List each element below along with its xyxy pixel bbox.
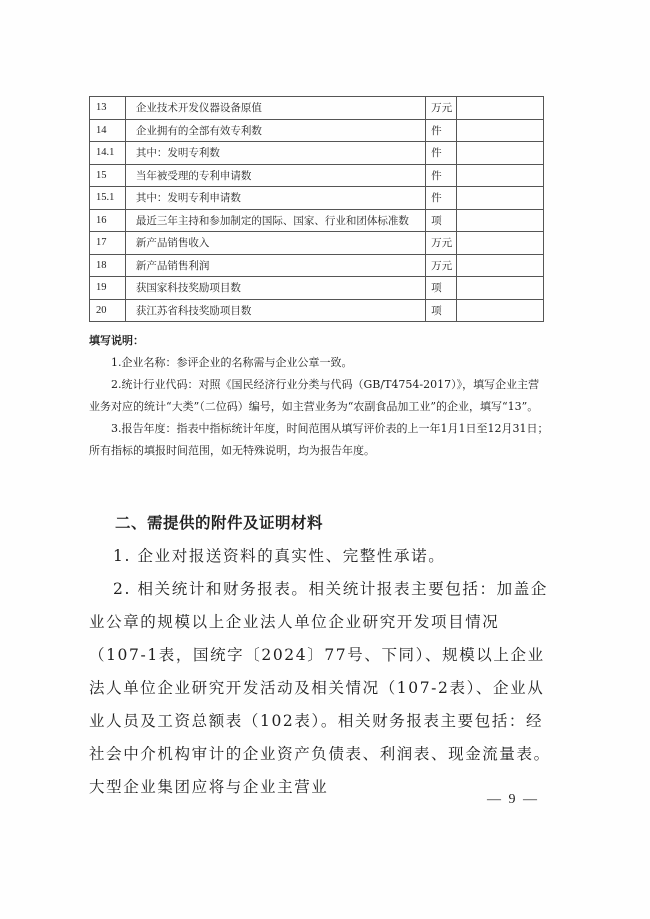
value-cell[interactable] bbox=[456, 254, 543, 277]
table-row bbox=[90, 232, 544, 255]
unit: 项 bbox=[426, 299, 457, 322]
page-number: — 9 — bbox=[487, 792, 539, 807]
table-row bbox=[90, 277, 544, 300]
indicator-name: 新产品销售收入 bbox=[125, 232, 425, 255]
unit: 件 bbox=[426, 119, 457, 142]
unit: 件 bbox=[426, 164, 457, 187]
table-row bbox=[90, 254, 544, 277]
indicator-name: 其中：发明专利数 bbox=[125, 142, 425, 165]
unit: 项 bbox=[426, 209, 457, 232]
table-row bbox=[90, 97, 544, 120]
unit: 万元 bbox=[426, 232, 457, 255]
row-number: 16 bbox=[90, 209, 126, 232]
value-cell[interactable] bbox=[456, 142, 543, 165]
unit: 万元 bbox=[426, 97, 457, 120]
row-number: 13 bbox=[90, 97, 126, 120]
row-number: 19 bbox=[90, 277, 126, 300]
value-cell[interactable] bbox=[456, 97, 543, 120]
paragraph-commitment: 1. 企业对报送资料的真实性、完整性承诺。 bbox=[113, 547, 446, 565]
unit: 件 bbox=[426, 187, 457, 210]
unit: 项 bbox=[426, 277, 457, 300]
note-item-company-name: 1.企业名称：参评企业的名称需与企业公章一致。 bbox=[111, 356, 353, 369]
row-number: 18 bbox=[90, 254, 126, 277]
indicator-name: 当年被受理的专利申请数 bbox=[125, 164, 425, 187]
note-item-industry-code: 2.统计行业代码：对照《国民经济行业分类与代码（GB/T4754-2017）》，填写企业主营业务对应的统计“大类”（二位码）编号，如主营业务为“农副食品加工业”的企业，填写“13”。 bbox=[89, 378, 540, 413]
value-cell[interactable] bbox=[456, 299, 543, 322]
attachments-section bbox=[89, 507, 554, 804]
indicator-name: 获国家科技奖励项目数 bbox=[125, 277, 425, 300]
row-number: 15 bbox=[90, 164, 126, 187]
value-cell[interactable] bbox=[456, 187, 543, 210]
row-number: 20 bbox=[90, 299, 126, 322]
paragraph-statistical-reports: 2. 相关统计和财务报表。相关统计报表主要包括：加盖企业公章的规模以上企业法人单位企业研究开发项目情况（107-1表，国统字〔2024〕77号、下同）、规模以上企业法人单位企业研究开发活动及相关情况（107-2表）、企业从业人员及工资总额表（102表）。相关财务报表主要包括：经社会中介机构审计的企业资产负债表、利润表、现金流量表。大型企业集团应将与企业主营业 bbox=[89, 580, 551, 796]
row-number: 17 bbox=[90, 232, 126, 255]
indicator-name: 最近三年主持和参加制定的国际、国家、行业和团体标准数 bbox=[125, 209, 425, 232]
indicator-name: 企业拥有的全部有效专利数 bbox=[125, 119, 425, 142]
section-heading: 二、需提供的附件及证明材料 bbox=[115, 514, 324, 532]
unit: 件 bbox=[426, 142, 457, 165]
table-row bbox=[90, 119, 544, 142]
indicator-name: 企业技术开发仪器设备原值 bbox=[125, 97, 425, 120]
row-number: 15.1 bbox=[90, 187, 126, 210]
row-number: 14 bbox=[90, 119, 126, 142]
indicator-name: 其中：发明专利申请数 bbox=[125, 187, 425, 210]
notes-title: 填写说明： bbox=[89, 334, 144, 347]
value-cell[interactable] bbox=[456, 119, 543, 142]
note-item-report-year: 3.报告年度：指表中指标统计年度，时间范围从填写评价表的上一年1月1日至12月31日；所有指标的填报时间范围，如无特殊说明，均为报告年度。 bbox=[89, 422, 549, 457]
row-number: 14.1 bbox=[90, 142, 126, 165]
indicator-name: 新产品销售利润 bbox=[125, 254, 425, 277]
indicator-table bbox=[89, 96, 544, 322]
value-cell[interactable] bbox=[456, 232, 543, 255]
table-row bbox=[90, 142, 544, 165]
table-row bbox=[90, 164, 544, 187]
value-cell[interactable] bbox=[456, 209, 543, 232]
value-cell[interactable] bbox=[456, 164, 543, 187]
unit: 万元 bbox=[426, 254, 457, 277]
value-cell[interactable] bbox=[456, 277, 543, 300]
table-row bbox=[90, 187, 544, 210]
table-row bbox=[90, 209, 544, 232]
indicator-name: 获江苏省科技奖励项目数 bbox=[125, 299, 425, 322]
filling-instructions bbox=[89, 330, 549, 462]
table-row bbox=[90, 299, 544, 322]
